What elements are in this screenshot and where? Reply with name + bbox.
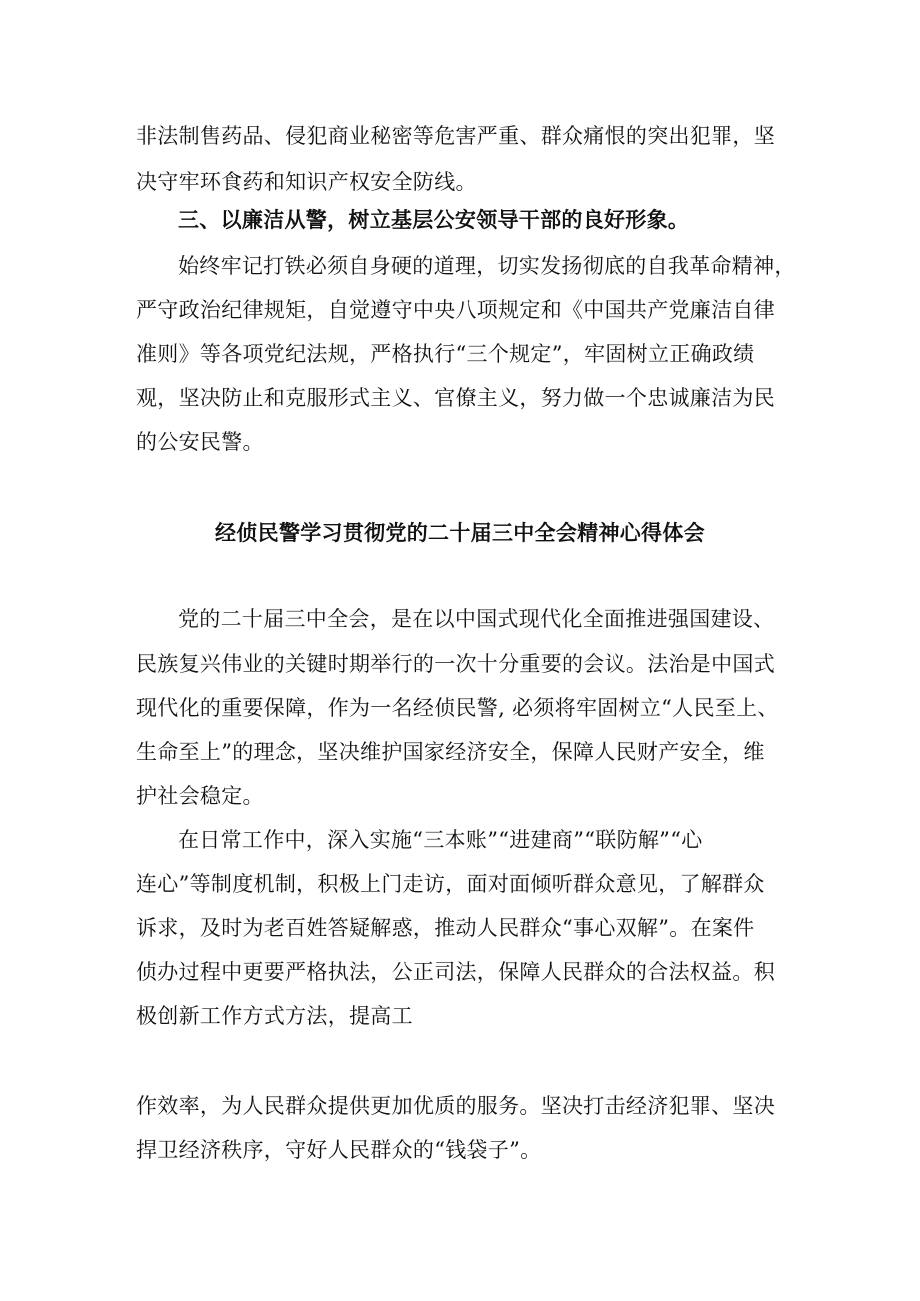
paragraph-line: 决守牢环食药和知识产权安全防线。 [136,170,477,194]
paragraph-line: 诉求，及时为老百姓答疑解惑，推动人民群众“事心双解”。在案件 [136,916,755,940]
paragraph-line: 作效率，为人民群众提供更加优质的服务。坚决打击经济犯罪、坚决 [136,1094,775,1118]
paragraph-line: 准则》等各项党纪法规，严格执行“三个规定”，牢固树立正确政绩 [136,342,755,366]
paragraph-line: 侦办过程中更要严格执法，公正司法，保障人民群众的合法权益。积 [136,960,775,984]
paragraph-line: 始终牢记打铁必须自身硬的道理，切实发扬彻底的自我革命精神， [178,254,796,278]
paragraph-line: 极创新工作方式方法，提高工 [136,1004,413,1028]
paragraph-line: 党的二十届三中全会，是在以中国式现代化全面推进强国建设、 [178,607,775,631]
section-heading: 三、以廉洁从警，树立基层公安领导干部的良好形象。 [178,207,690,232]
paragraph-line: 观，坚决防止和克服形式主义、官僚主义，努力做一个忠诚廉洁为民 [136,386,775,410]
article-title: 经侦民警学习贯彻党的二十届三中全会精神心得体会 [215,520,705,545]
paragraph-line: 捍卫经济秩序，守好人民群众的“钱袋子”。 [136,1138,542,1162]
paragraph-line: 的公安民警。 [136,430,264,454]
paragraph-line: 非法制售药品、侵犯商业秘密等危害严重、群众痛恨的突出犯罪，坚 [136,124,775,148]
paragraph-line: 连心”等制度机制，积极上门走访，面对面倾听群众意见，了解群众 [136,872,765,896]
paragraph-line: 生命至上”的理念，坚决维护国家经济安全，保障人民财产安全，维 [136,740,765,764]
paragraph-line: 严守政治纪律规矩，自觉遵守中央八项规定和《中国共产党廉洁自律 [136,298,775,322]
paragraph-line: 现代化的重要保障，作为一名经侦民警, 必须将牢固树立“人民至上、 [136,696,779,720]
paragraph-line: 护社会稳定。 [136,784,264,808]
paragraph-line: 在日常工作中，深入实施“三本账”“进建商”“联防解”“心 [178,828,703,852]
paragraph-line: 民族复兴伟业的关键时期举行的一次十分重要的会议。法治是中国式 [136,652,775,676]
